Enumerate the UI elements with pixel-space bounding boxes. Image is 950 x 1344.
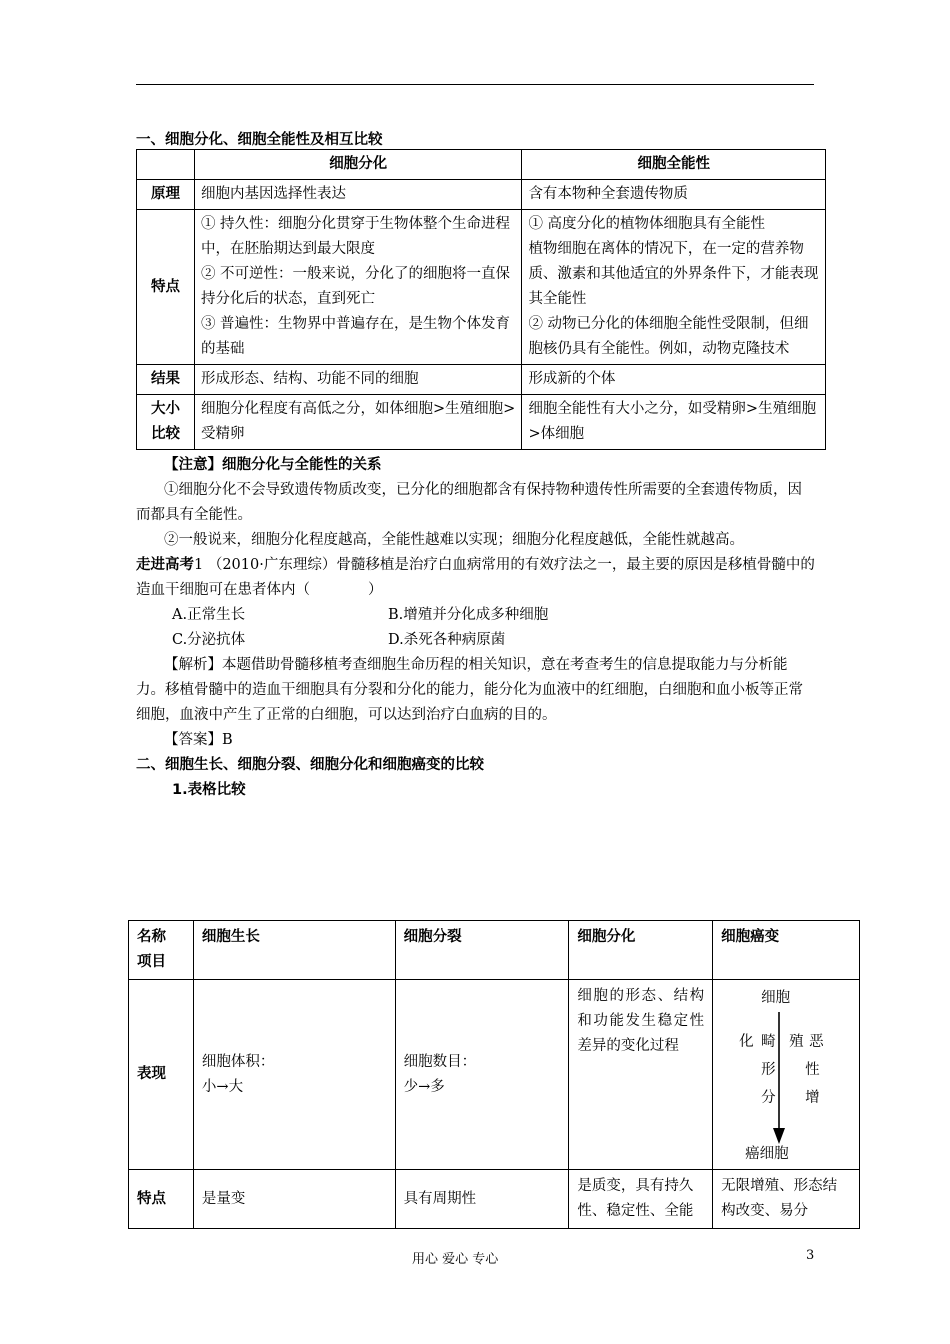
right-char-2: 恶 (809, 1034, 824, 1050)
section2-subtitle: 1.表格比较 (172, 782, 246, 798)
table-row (129, 1170, 860, 1229)
differentiation-totipotency-table (136, 149, 826, 450)
cell-diff-biaoxian: 细胞的形态、结构和功能发生稳定性差异的变化过程 (569, 980, 713, 1170)
cell-features-b (522, 210, 826, 365)
row-label-comparison: 大小比较 (137, 395, 195, 450)
cell-growth-biaoxian (193, 980, 395, 1170)
col-header-growth: 细胞生长 (193, 921, 395, 980)
cell-diff-tedian: 是质变，具有持久性、稳定性、全能 (569, 1170, 713, 1229)
section2-title: 二、细胞生长、细胞分裂、细胞分化和细胞癌变的比较 (136, 757, 484, 773)
option-d: D.杀死各种病原菌 (388, 632, 506, 648)
feature-b-1: ① 高度分化的植物体细胞具有全能性 (528, 216, 766, 232)
row-label-tedian: 特点 (129, 1170, 194, 1229)
page-number: 3 (806, 1248, 815, 1263)
cell-features-a (194, 210, 521, 365)
left-char-2: 畸 (761, 1034, 776, 1050)
note-1: ①细胞分化不会导致遗传物质改变，已分化的细胞都含有保持物种遗传性所需要的全套遗传物质，因而都具有全能性。 (136, 482, 802, 523)
exam-question: 1 （2010·广东理综）骨髓移植是治疗白血病常用的有效疗法之一，最主要的原因是移植骨髓中的造血干细胞可在患者体内（ ） (136, 557, 815, 598)
row-label-features: 特点 (137, 210, 195, 365)
feature-a-3: ③ 普遍性：生物界中普遍存在，是生物个体发育的基础 (200, 316, 511, 357)
cell-cancer-tedian: 无限增殖、形态结构改变、易分 (713, 1170, 860, 1229)
left-char-4: 分 (761, 1090, 776, 1106)
cell-result-b: 形成新的个体 (522, 365, 826, 395)
cell-comparison-table (128, 920, 860, 1229)
analysis-block (136, 653, 816, 728)
note-title: 【注意】细胞分化与全能性的关系 (164, 457, 382, 473)
col-header-differentiation: 细胞分化 (569, 921, 713, 980)
cell-comparison-b: 细胞全能性有大小之分，如受精卵>生殖细胞>体细胞 (522, 395, 826, 450)
cell-cancer-biaoxian (713, 980, 860, 1170)
exam-label: 走进高考 (136, 557, 194, 573)
option-c: C.分泌抗体 (172, 632, 246, 648)
right-char-1: 殖 (789, 1034, 804, 1050)
table-row (137, 395, 826, 450)
analysis-label: 【解析】 (164, 657, 222, 673)
header-rule (136, 84, 814, 85)
note-2: ②一般说来，细胞分化程度越高，全能性越难以实现；细胞分化程度越低，全能性就越高。 (164, 532, 744, 548)
cell-division-biaoxian (395, 980, 569, 1170)
table-row (137, 365, 826, 395)
col-header-division: 细胞分裂 (395, 921, 569, 980)
feature-a-2: ② 不可逆性：一般来说，分化了的细胞将一直保持分化后的状态，直到死亡 (200, 266, 511, 307)
table-row (137, 210, 826, 365)
row-label-principle: 原理 (137, 180, 195, 210)
division-line-1: 细胞数目： (403, 1053, 477, 1070)
table-row (129, 980, 860, 1170)
row-label-biaoxian: 表现 (129, 980, 194, 1170)
table-header-row (129, 921, 860, 980)
exam-question-block (136, 553, 816, 603)
answer: 【答案】B (164, 732, 233, 748)
cancer-diagram (721, 984, 851, 1164)
cell-result-a: 形成形态、结构、功能不同的细胞 (194, 365, 521, 395)
left-char-1: 化 (739, 1034, 754, 1050)
cell-principle-a: 细胞内基因选择性表达 (194, 180, 521, 210)
corner-cell (129, 921, 194, 980)
cancer-end-label: 癌细胞 (745, 1146, 789, 1162)
row-label-result: 结果 (137, 365, 195, 395)
analysis-text: 本题借助骨髓移植考查细胞生命历程的相关知识，意在考查考生的信息提取能力与分析能力。移植骨髓中的造血干细胞具有分裂和分化的能力，能分化为血液中的红细胞，白细胞和血小板等正常细胞，血液中产生了正常的白细胞，可以达到治疗白血病的目的。 (136, 657, 803, 723)
feature-a-1: ① 持久性：细胞分化贯穿于生物体整个生命进程中，在胚胎期达到最大限度 (200, 216, 511, 257)
feature-b-2: 植物细胞在离体的情况下，在一定的营养物质、激素和其他适宜的外界条件下，才能表现其全能性 (528, 241, 819, 307)
col-header-differentiation: 细胞分化 (194, 150, 521, 180)
growth-line-1: 细胞体积： (201, 1053, 275, 1070)
cell-principle-b: 含有本物种全套遗传物质 (522, 180, 826, 210)
footer-slogan: 用心 爱心 专心 (412, 1252, 499, 1267)
section1-title: 一、细胞分化、细胞全能性及相互比较 (136, 132, 383, 148)
right-char-4: 增 (805, 1090, 820, 1106)
col-header-totipotency: 细胞全能性 (522, 150, 826, 180)
feature-b-3: ② 动物已分化的体细胞全能性受限制，但细胞核仍具有全能性。例如，动物克隆技术 (528, 316, 809, 357)
division-line-2: 少→多 (403, 1078, 445, 1095)
growth-line-2: 小→大 (201, 1078, 244, 1095)
table-row (137, 180, 826, 210)
col-header-cancer: 细胞癌变 (713, 921, 860, 980)
option-b: B.增殖并分化成多种细胞 (388, 607, 549, 623)
left-char-3: 形 (761, 1062, 776, 1078)
corner-bottom: 项目 (137, 954, 166, 970)
cell-comparison-a: 细胞分化程度有高低之分，如体细胞>生殖细胞>受精卵 (194, 395, 521, 450)
cancer-start-label: 细胞 (761, 990, 791, 1006)
right-char-3: 性 (805, 1062, 820, 1078)
option-a: A.正常生长 (172, 607, 246, 623)
corner-top: 名称 (137, 929, 166, 945)
cell-growth-tedian: 是量变 (193, 1170, 395, 1229)
cell-division-tedian: 具有周期性 (395, 1170, 569, 1229)
table-header-row (137, 150, 826, 180)
